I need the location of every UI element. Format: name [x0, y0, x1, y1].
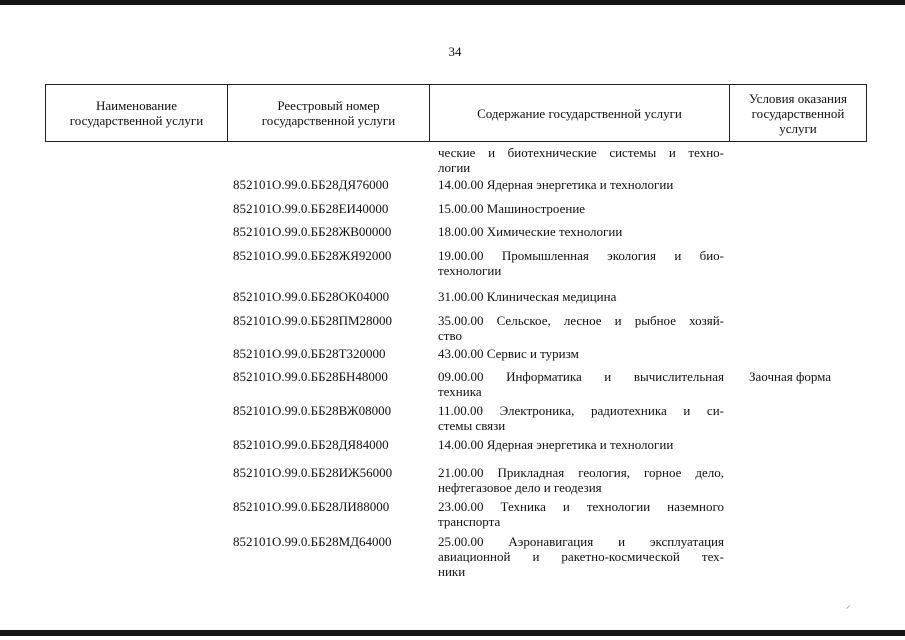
registry-number: 852101О.99.0.ББ28ВЖ08000	[233, 403, 392, 418]
registry-number: 852101О.99.0.ББ28ЛИ88000	[233, 499, 390, 514]
content-line: логии	[438, 160, 471, 175]
service-content	[438, 224, 724, 239]
content-line: ство	[438, 328, 463, 343]
registry-number: 852101О.99.0.ББ28ИЖ56000	[233, 465, 393, 480]
service-content	[438, 201, 724, 216]
service-content	[438, 534, 724, 579]
registry-number: 852101О.99.0.ББ28Т320000	[233, 346, 386, 361]
content-line: 09.00.00 Информатика и вычислительная	[438, 369, 724, 384]
header-service-name: Наименование государственной услуги	[46, 85, 228, 141]
content-line: 15.00.00 Машиностроение	[438, 201, 586, 216]
header-service-content: Содержание государственной услуги	[430, 85, 730, 141]
content-line: технологии	[438, 263, 502, 278]
content-line: 25.00.00 Аэронавигация и эксплуатация	[438, 534, 724, 549]
content-line: 21.00.00 Прикладная геология, горное дело,	[438, 465, 724, 480]
content-line: ники	[438, 564, 466, 579]
registry-number: 852101О.99.0.ББ28ДЯ84000	[233, 437, 389, 452]
service-content	[438, 437, 724, 452]
service-condition: Заочная форма	[749, 369, 832, 384]
content-line: 23.00.00 Техника и технологии наземного	[438, 499, 724, 514]
service-content	[438, 289, 724, 304]
scan-mark: ⸝	[846, 600, 851, 610]
content-line: 35.00.00 Сельское, лесное и рыбное хозяй-	[438, 313, 724, 328]
registry-number: 852101О.99.0.ББ28ОК04000	[233, 289, 390, 304]
content-line: 31.00.00 Клиническая медицина	[438, 289, 617, 304]
service-content	[438, 145, 724, 175]
service-content	[438, 369, 724, 399]
page-border-bottom	[0, 630, 905, 636]
content-line: 43.00.00 Сервис и туризм	[438, 346, 579, 361]
content-line: транспорта	[438, 514, 501, 529]
content-line: 19.00.00 Промышленная экология и био-	[438, 248, 724, 263]
service-content	[438, 248, 724, 278]
registry-number: 852101О.99.0.ББ28ЖВ00000	[233, 224, 392, 239]
registry-number: 852101О.99.0.ББ28ПМ28000	[233, 313, 393, 328]
service-content	[438, 465, 724, 495]
header-service-conditions: Условия оказания государственной услуги	[749, 90, 847, 136]
content-line: 14.00.00 Ядерная энергетика и технологии	[438, 177, 674, 192]
content-line: ческие и биотехнические системы и техно-	[438, 145, 724, 160]
page-number: 34	[448, 44, 462, 59]
service-content	[438, 499, 724, 529]
registry-number: 852101О.99.0.ББ28БН48000	[233, 369, 388, 384]
service-content	[438, 346, 724, 361]
service-content	[438, 313, 724, 343]
content-line: 14.00.00 Ядерная энергетика и технологии	[438, 437, 674, 452]
content-line: авиационной и ракетно-космической тех-	[438, 549, 724, 564]
registry-number: 852101О.99.0.ББ28ЕИ40000	[233, 201, 389, 216]
content-line: техника	[438, 384, 482, 399]
content-line: стемы связи	[438, 418, 506, 433]
header-registry-number: Реестровый номер государственной услуги	[228, 85, 430, 141]
service-content	[438, 177, 724, 192]
content-line: 11.00.00 Электроника, радиотехника и си-	[438, 403, 724, 418]
registry-number: 852101О.99.0.ББ28ЖЯ92000	[233, 248, 392, 263]
registry-number: 852101О.99.0.ББ28МД64000	[233, 534, 392, 549]
content-line: нефтегазовое дело и геодезия	[438, 480, 602, 495]
service-content	[438, 403, 724, 433]
registry-number: 852101О.99.0.ББ28ДЯ76000	[233, 177, 389, 192]
content-line: 18.00.00 Химические технологии	[438, 224, 623, 239]
